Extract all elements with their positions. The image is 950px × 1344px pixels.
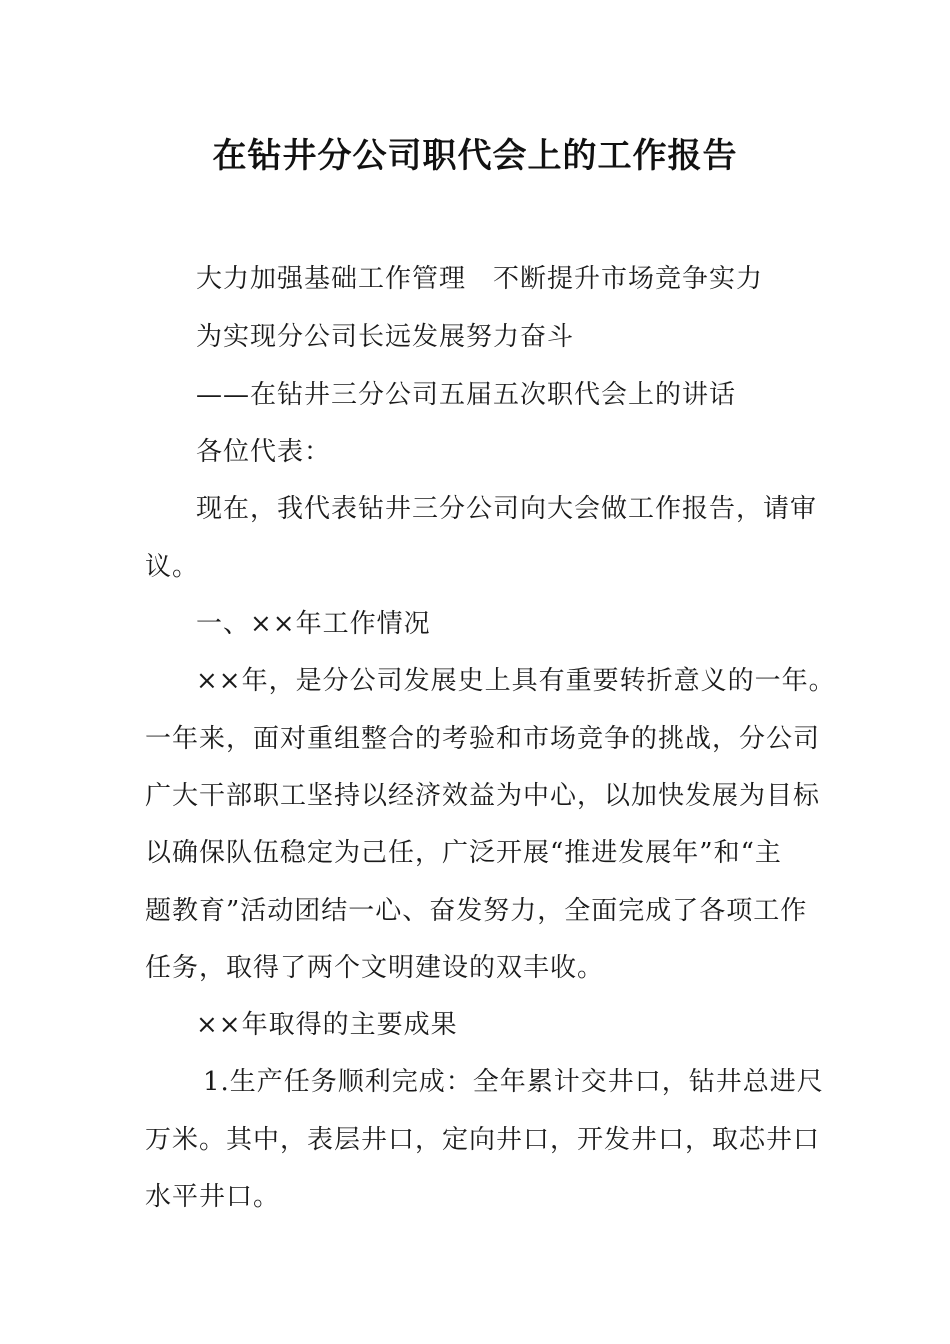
- paragraph-line: ××年，是分公司发展史上具有重要转折意义的一年。: [196, 666, 836, 696]
- paragraph-line: 广大干部职工坚持以经济效益为中心，以加快发展为目标: [145, 781, 821, 811]
- subtitle-line-3: ——在钻井三分公司五届五次职代会上的讲话: [196, 380, 737, 410]
- paragraph-line: 现在，我代表钻井三分公司向大会做工作报告，请审: [196, 494, 818, 524]
- paragraph-line: 一年来，面对重组整合的考验和市场竞争的挑战，分公司: [145, 724, 821, 754]
- section-heading: 一、××年工作情况: [196, 609, 431, 639]
- subtitle-line-2: 为实现分公司长远发展努力奋斗: [196, 322, 575, 352]
- document-title: 在钻井分公司职代会上的工作报告: [212, 136, 738, 176]
- paragraph-line: 议。: [145, 552, 200, 582]
- paragraph-line: 万米。其中，表层井口，定向井口，开发井口，取芯井口: [145, 1125, 821, 1155]
- paragraph-line: 任务，取得了两个文明建设的双丰收。: [145, 953, 605, 983]
- paragraph-line: 以确保队伍稳定为己任，广泛开展“推进发展年”和“主: [145, 838, 782, 868]
- subsection-heading: ××年取得的主要成果: [196, 1010, 458, 1040]
- salutation: 各位代表：: [196, 437, 332, 467]
- paragraph-line: 1.生产任务顺利完成：全年累计交井口，钻井总进尺: [203, 1067, 824, 1097]
- subtitle-line-1: 大力加强基础工作管理 不断提升市场竞争实力: [196, 264, 764, 294]
- paragraph-line: 题教育”活动团结一心、奋发努力，全面完成了各项工作: [145, 896, 808, 926]
- paragraph-line: 水平井口。: [145, 1182, 281, 1212]
